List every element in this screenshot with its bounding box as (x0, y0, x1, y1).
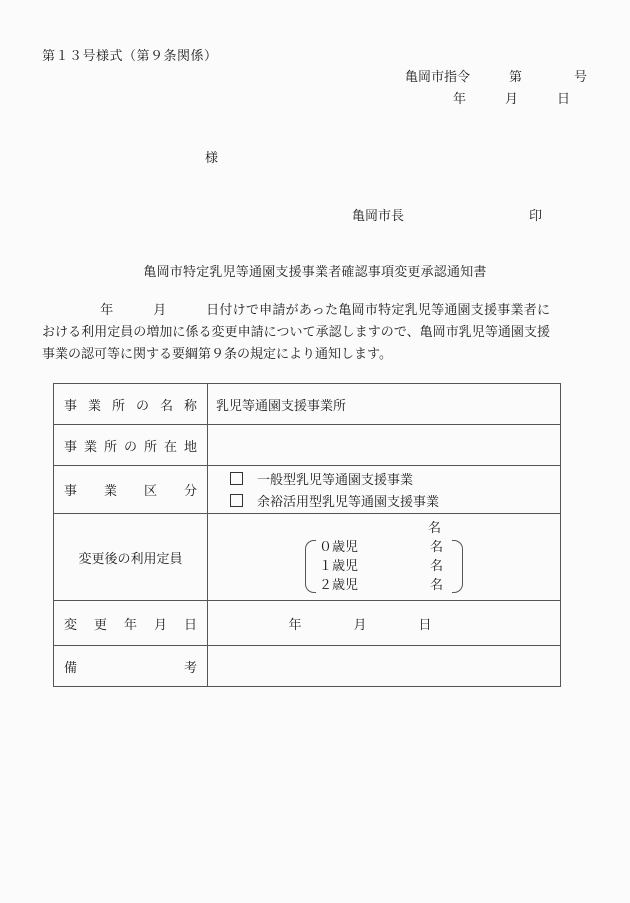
document-number: 亀岡市指令 第 号 (405, 70, 588, 85)
row-label-remarks (54, 646, 208, 687)
table-row-business-class (54, 466, 561, 514)
document-date: 年 月 日 (452, 92, 570, 107)
option-general[interactable] (230, 469, 552, 488)
seal-mark: 印 (528, 209, 542, 224)
label-text: 備考 (64, 660, 197, 676)
brace-left-icon (305, 540, 316, 593)
capacity-age-group (303, 538, 465, 595)
capacity-age-row[interactable] (319, 538, 449, 557)
age-unit: 名 (429, 559, 443, 574)
row-label-capacity (54, 514, 208, 601)
table-row-address (54, 425, 561, 466)
capacity-total-unit: 名 (427, 521, 441, 536)
issuer-block (352, 205, 542, 224)
option-label: 一般型乳児等通園支援事業 (257, 473, 414, 488)
table-row-name (54, 384, 561, 425)
age-label: ０歳児 (319, 540, 359, 555)
label-text: 変更後の利用定員 (78, 551, 183, 567)
age-unit: 名 (429, 540, 443, 555)
row-value-change-date[interactable] (208, 601, 561, 646)
option-surplus[interactable] (230, 491, 552, 510)
form-table (53, 383, 561, 687)
table-row-capacity (54, 514, 561, 601)
row-value-capacity (208, 514, 561, 601)
capacity-age-row[interactable] (319, 576, 449, 595)
row-label-business-class (54, 466, 208, 514)
label-text: 事業区分 (64, 484, 197, 499)
row-value-name[interactable] (208, 384, 561, 425)
facility-name-suffix: 乳児等通園支援事業所 (216, 398, 347, 414)
label-text: 事業所の所在地 (64, 439, 197, 455)
addressee-honorific: 様 (205, 151, 219, 166)
row-value-business-class (208, 466, 561, 514)
capacity-total[interactable] (309, 519, 459, 538)
row-label-address (54, 425, 208, 466)
label-text: 変更年月日 (64, 617, 197, 633)
table-row-remarks (54, 646, 561, 687)
age-unit: 名 (429, 578, 443, 593)
row-label-change-date (54, 601, 208, 646)
option-label: 余裕活用型乳児等通園支援事業 (257, 495, 440, 510)
capacity-block (216, 515, 552, 599)
table-row-change-date (54, 601, 561, 646)
label-text: 事業所の名称 (64, 398, 197, 414)
body-paragraph (42, 300, 550, 366)
form-number: 第１３号様式（第９条関係） (42, 49, 218, 64)
brace-right-icon (452, 540, 463, 593)
body-text: 年 月 日付けで申請があった亀岡市特定乳児等通園支援事業者における利用定員の増加に係る変更申請について承認しますので、亀岡市乳児等通園支援事業の認可等に関する要綱第９条の規定により通知します。 (42, 303, 550, 362)
issuer-name: 亀岡市長 (352, 209, 405, 224)
change-date-value: 年 月 日 (288, 617, 432, 633)
checkbox-icon[interactable] (230, 494, 243, 507)
age-label: ２歳児 (319, 578, 359, 593)
row-label-name (54, 384, 208, 425)
document-title: 亀岡市特定乳児等通園支援事業者確認事項変更承認通知書 (143, 265, 487, 280)
checkbox-icon[interactable] (230, 472, 243, 485)
business-class-options (216, 466, 552, 513)
capacity-age-row[interactable] (319, 557, 449, 576)
row-value-address[interactable] (208, 425, 561, 466)
row-value-remarks[interactable] (208, 646, 561, 687)
age-label: １歳児 (319, 559, 359, 574)
